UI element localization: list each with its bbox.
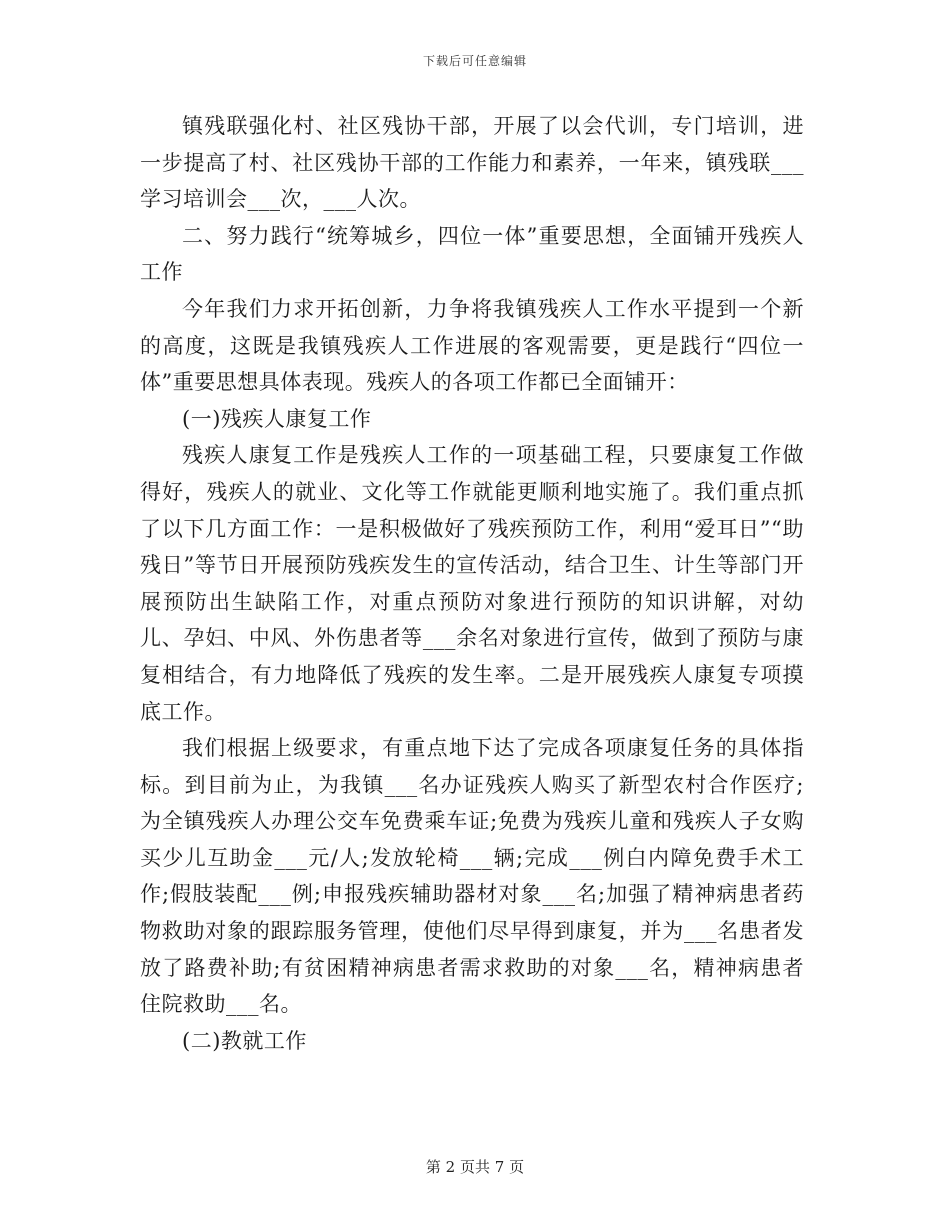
- paragraph-training: 镇残联强化村、社区残协干部，开展了以会代训，专门培训，进一步提高了村、社区残协干部的工作能力和素养，一年来，镇残联___学习培训会___次，___人次。: [140, 114, 804, 212]
- page-footer: 第 2 页共 7 页: [425, 1158, 525, 1176]
- subsection-heading-rehab: (一)残疾人康复工作: [182, 406, 372, 431]
- page-header: 下载后可任意编辑: [422, 54, 527, 68]
- paragraph-innovation: 今年我们力求开拓创新，力争将我镇残疾人工作水平提到一个新的高度，这既是我镇残疾人工作进展的客观需要，更是践行“四位一体”重要思想具体表现。残疾人的各项工作都已全面铺开：: [140, 296, 804, 395]
- document-body: [140, 108, 804, 1059]
- subsection-heading-education: (二)教就工作: [182, 1028, 307, 1053]
- paragraph-rehab-work: 残疾人康复工作是残疾人工作的一项基础工程，只要康复工作做得好，残疾人的就业、文化等工作就能更顺利地实施了。我们重点抓了以下几方面工作：一是积极做好了残疾预防工作，利用“爱耳日”“助残日”等节日开展预防残疾发生的宣传活动，结合卫生、计生等部门开展预防出生缺陷工作，对重点预防对象进行预防的知识讲解，对幼儿、孕妇、中风、外伤患者等___余名对象进行宣传，做到了预防与康复相结合，有力地降低了残疾的发生率。二是开展残疾人康复专项摸底工作。: [140, 443, 804, 724]
- paragraph-rehab-tasks: 我们根据上级要求，有重点地下达了完成各项康复任务的具体指标。到目前为止，为我镇___名办证残疾人购买了新型农村合作医疗;为全镇残疾人办理公交车免费乘车证;免费为残疾儿童和残疾人子女购买少儿互助金___元/人;发放轮椅___辆;完成___例白内障免费手术工作;假肢装配___例;申报残疾辅助器材对象___名;加强了精神病患者药物救助对象的跟踪服务管理，使他们尽早得到康复，并为___名患者发放了路费补助;有贫困精神病患者需求救助的对象___名，精神病患者住院救助___名。: [140, 736, 804, 1017]
- section-heading-two: 二、努力践行“统筹城乡，四位一体”重要思想，全面铺开残疾人工作: [140, 223, 804, 285]
